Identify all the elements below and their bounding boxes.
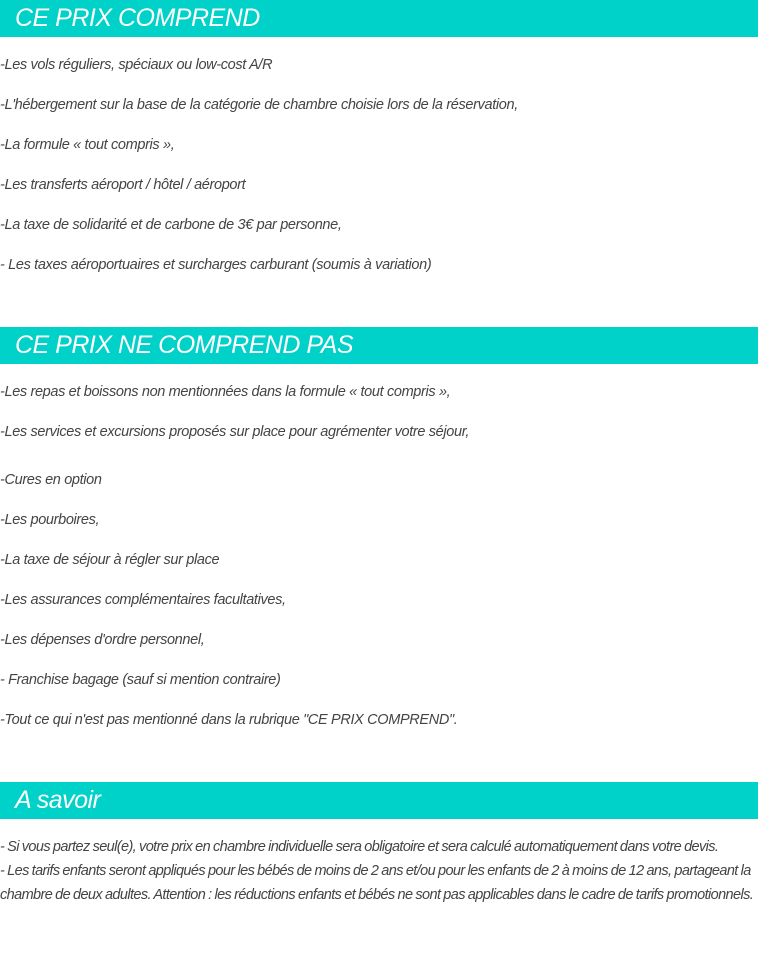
excludes-item: -Les dépenses d'ordre personnel,	[0, 632, 205, 648]
good-to-know-body	[0, 835, 758, 907]
good-to-know-paragraph: - Si vous partez seul(e), votre prix en chambre individuelle sera obligatoire et sera calculé automatiquement dans votre devis.	[0, 839, 719, 855]
excludes-item: - Franchise bagage (sauf si mention contraire)	[0, 672, 281, 688]
excludes-item: -Les services et excursions proposés sur place pour agrémenter votre séjour,	[0, 424, 470, 440]
includes-title: CE PRIX COMPREND	[15, 4, 260, 32]
excludes-item: -La taxe de séjour à régler sur place	[0, 552, 220, 568]
good-to-know-title: A savoir	[15, 786, 101, 814]
includes-item: -Les transferts aéroport / hôtel / aéroport	[0, 177, 246, 193]
excludes-item: -Les pourboires,	[0, 512, 100, 528]
includes-header	[0, 0, 758, 37]
excludes-header	[0, 327, 758, 364]
excludes-item: -Les assurances complémentaires facultatives,	[0, 592, 286, 608]
includes-item: -L'hébergement sur la base de la catégorie de chambre choisie lors de la réservation,	[0, 97, 518, 113]
excludes-item: -Tout ce qui n'est pas mentionné dans la rubrique "CE PRIX COMPREND".	[0, 712, 458, 728]
includes-item: - Les taxes aéroportuaires et surcharges carburant (soumis à variation)	[0, 257, 432, 273]
includes-item: -La formule « tout compris »,	[0, 137, 175, 153]
good-to-know-header	[0, 782, 758, 819]
includes-item: -Les vols réguliers, spéciaux ou low-cost A/R	[0, 57, 273, 73]
excludes-item: -Cures en option	[0, 472, 102, 488]
good-to-know-paragraph: - Les tarifs enfants seront appliqués pour les bébés de moins de 2 ans et/ou pour les enfants de 2 à moins de 12 ans, partageant la chambre de deux adultes. Attention : les réductions enfants et bébés ne sont pas applicables dans le cadre de tarifs promotionnels.	[0, 863, 754, 903]
excludes-item: -Les repas et boissons non mentionnées dans la formule « tout compris »,	[0, 384, 451, 400]
includes-item: -La taxe de solidarité et de carbone de 3€ par personne,	[0, 217, 342, 233]
excludes-title: CE PRIX NE COMPREND PAS	[15, 331, 354, 359]
